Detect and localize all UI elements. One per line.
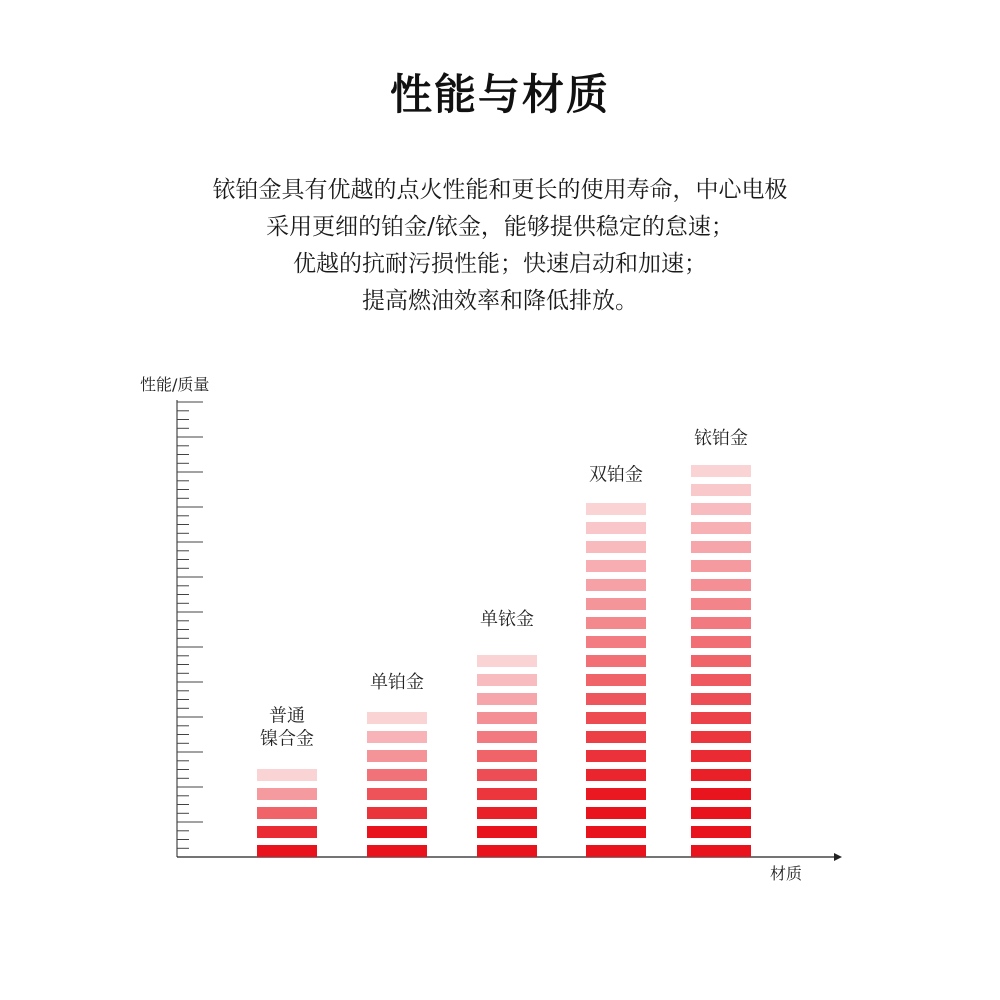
bar-stripe [586,598,646,610]
bar-stripe [367,826,427,838]
bar-stripe [691,541,751,553]
bar-stripe [586,693,646,705]
description-line: 优越的抗耐污损性能；快速启动和加速； [293,251,707,277]
bar-stripe [477,712,537,724]
bar-stripe [257,788,317,800]
description-line: 铱铂金具有优越的点火性能和更长的使用寿命，中心电极 [212,177,788,203]
bar-stripe [586,788,646,800]
bar-category-label: 单铂金 [370,672,424,694]
bar-category-label: 铱铂金 [694,427,748,449]
bar-stripe [691,807,751,819]
bar-category-label: 双铂金 [589,464,643,486]
bar-stripe [367,788,427,800]
bar-category-label: 单铱金 [480,608,534,630]
bar-stripe [477,769,537,781]
bar-stripe [477,788,537,800]
bar-stripe [691,598,751,610]
bar-stripe [691,674,751,686]
bar-stripe [691,465,751,477]
bar-stripe [586,655,646,667]
description-line: 采用更细的铂金/铱金，能够提供稳定的怠速； [266,214,734,240]
bar-stripe [586,750,646,762]
bar-stripe [691,693,751,705]
description-line: 提高燃油效率和降低排放。 [362,288,638,314]
bar-stripe [586,560,646,572]
page-title: 性能与材质 [389,70,610,119]
bar-stripe [586,503,646,515]
bar-stripe [477,826,537,838]
bar-stripe [586,636,646,648]
bar-stripe [691,826,751,838]
bar-stripe [477,807,537,819]
bar-stripe [367,845,427,857]
bar-stripe [477,750,537,762]
bar-stripe [477,731,537,743]
bar-stripe [477,655,537,667]
bar-stripe [586,712,646,724]
bar-stripe [477,674,537,686]
bar-stripe [691,579,751,591]
bar-stripe [586,845,646,857]
bar-stripe [691,731,751,743]
bar-stripe [477,845,537,857]
bar-stripe [367,769,427,781]
bar-stripe [691,560,751,572]
bar-stripe [586,617,646,629]
bar-stripe [367,712,427,724]
bar-stripe [586,807,646,819]
bar-stripe [691,484,751,496]
bar-stripe [691,769,751,781]
bar-stripe [257,845,317,857]
bar-stripe [691,655,751,667]
bar-stripe [586,522,646,534]
bar-stripe [586,541,646,553]
bar-stripe [367,750,427,762]
bar-stripe [691,617,751,629]
bar-category-label: 普通 [269,705,305,727]
bar-stripe [367,807,427,819]
bar-stripe [257,807,317,819]
bar-stripe [691,522,751,534]
bar-stripe [367,731,427,743]
bar-stripe [691,636,751,648]
bar-stripe [586,731,646,743]
bar-category-label: 镍合金 [260,728,314,750]
bar-stripe [586,826,646,838]
y-axis-label: 性能/质量 [140,375,210,394]
bar-stripe [586,674,646,686]
bar-stripe [691,788,751,800]
bar-stripe [691,750,751,762]
bar-stripe [257,769,317,781]
bar-stripe [586,579,646,591]
bar-stripe [586,769,646,781]
bar-stripe [691,503,751,515]
bar-stripe [477,693,537,705]
bar-stripe [691,712,751,724]
bar-stripe [691,845,751,857]
bar-stripe [257,826,317,838]
x-axis-arrow-icon [834,853,842,861]
x-axis-label: 材质 [770,864,803,883]
